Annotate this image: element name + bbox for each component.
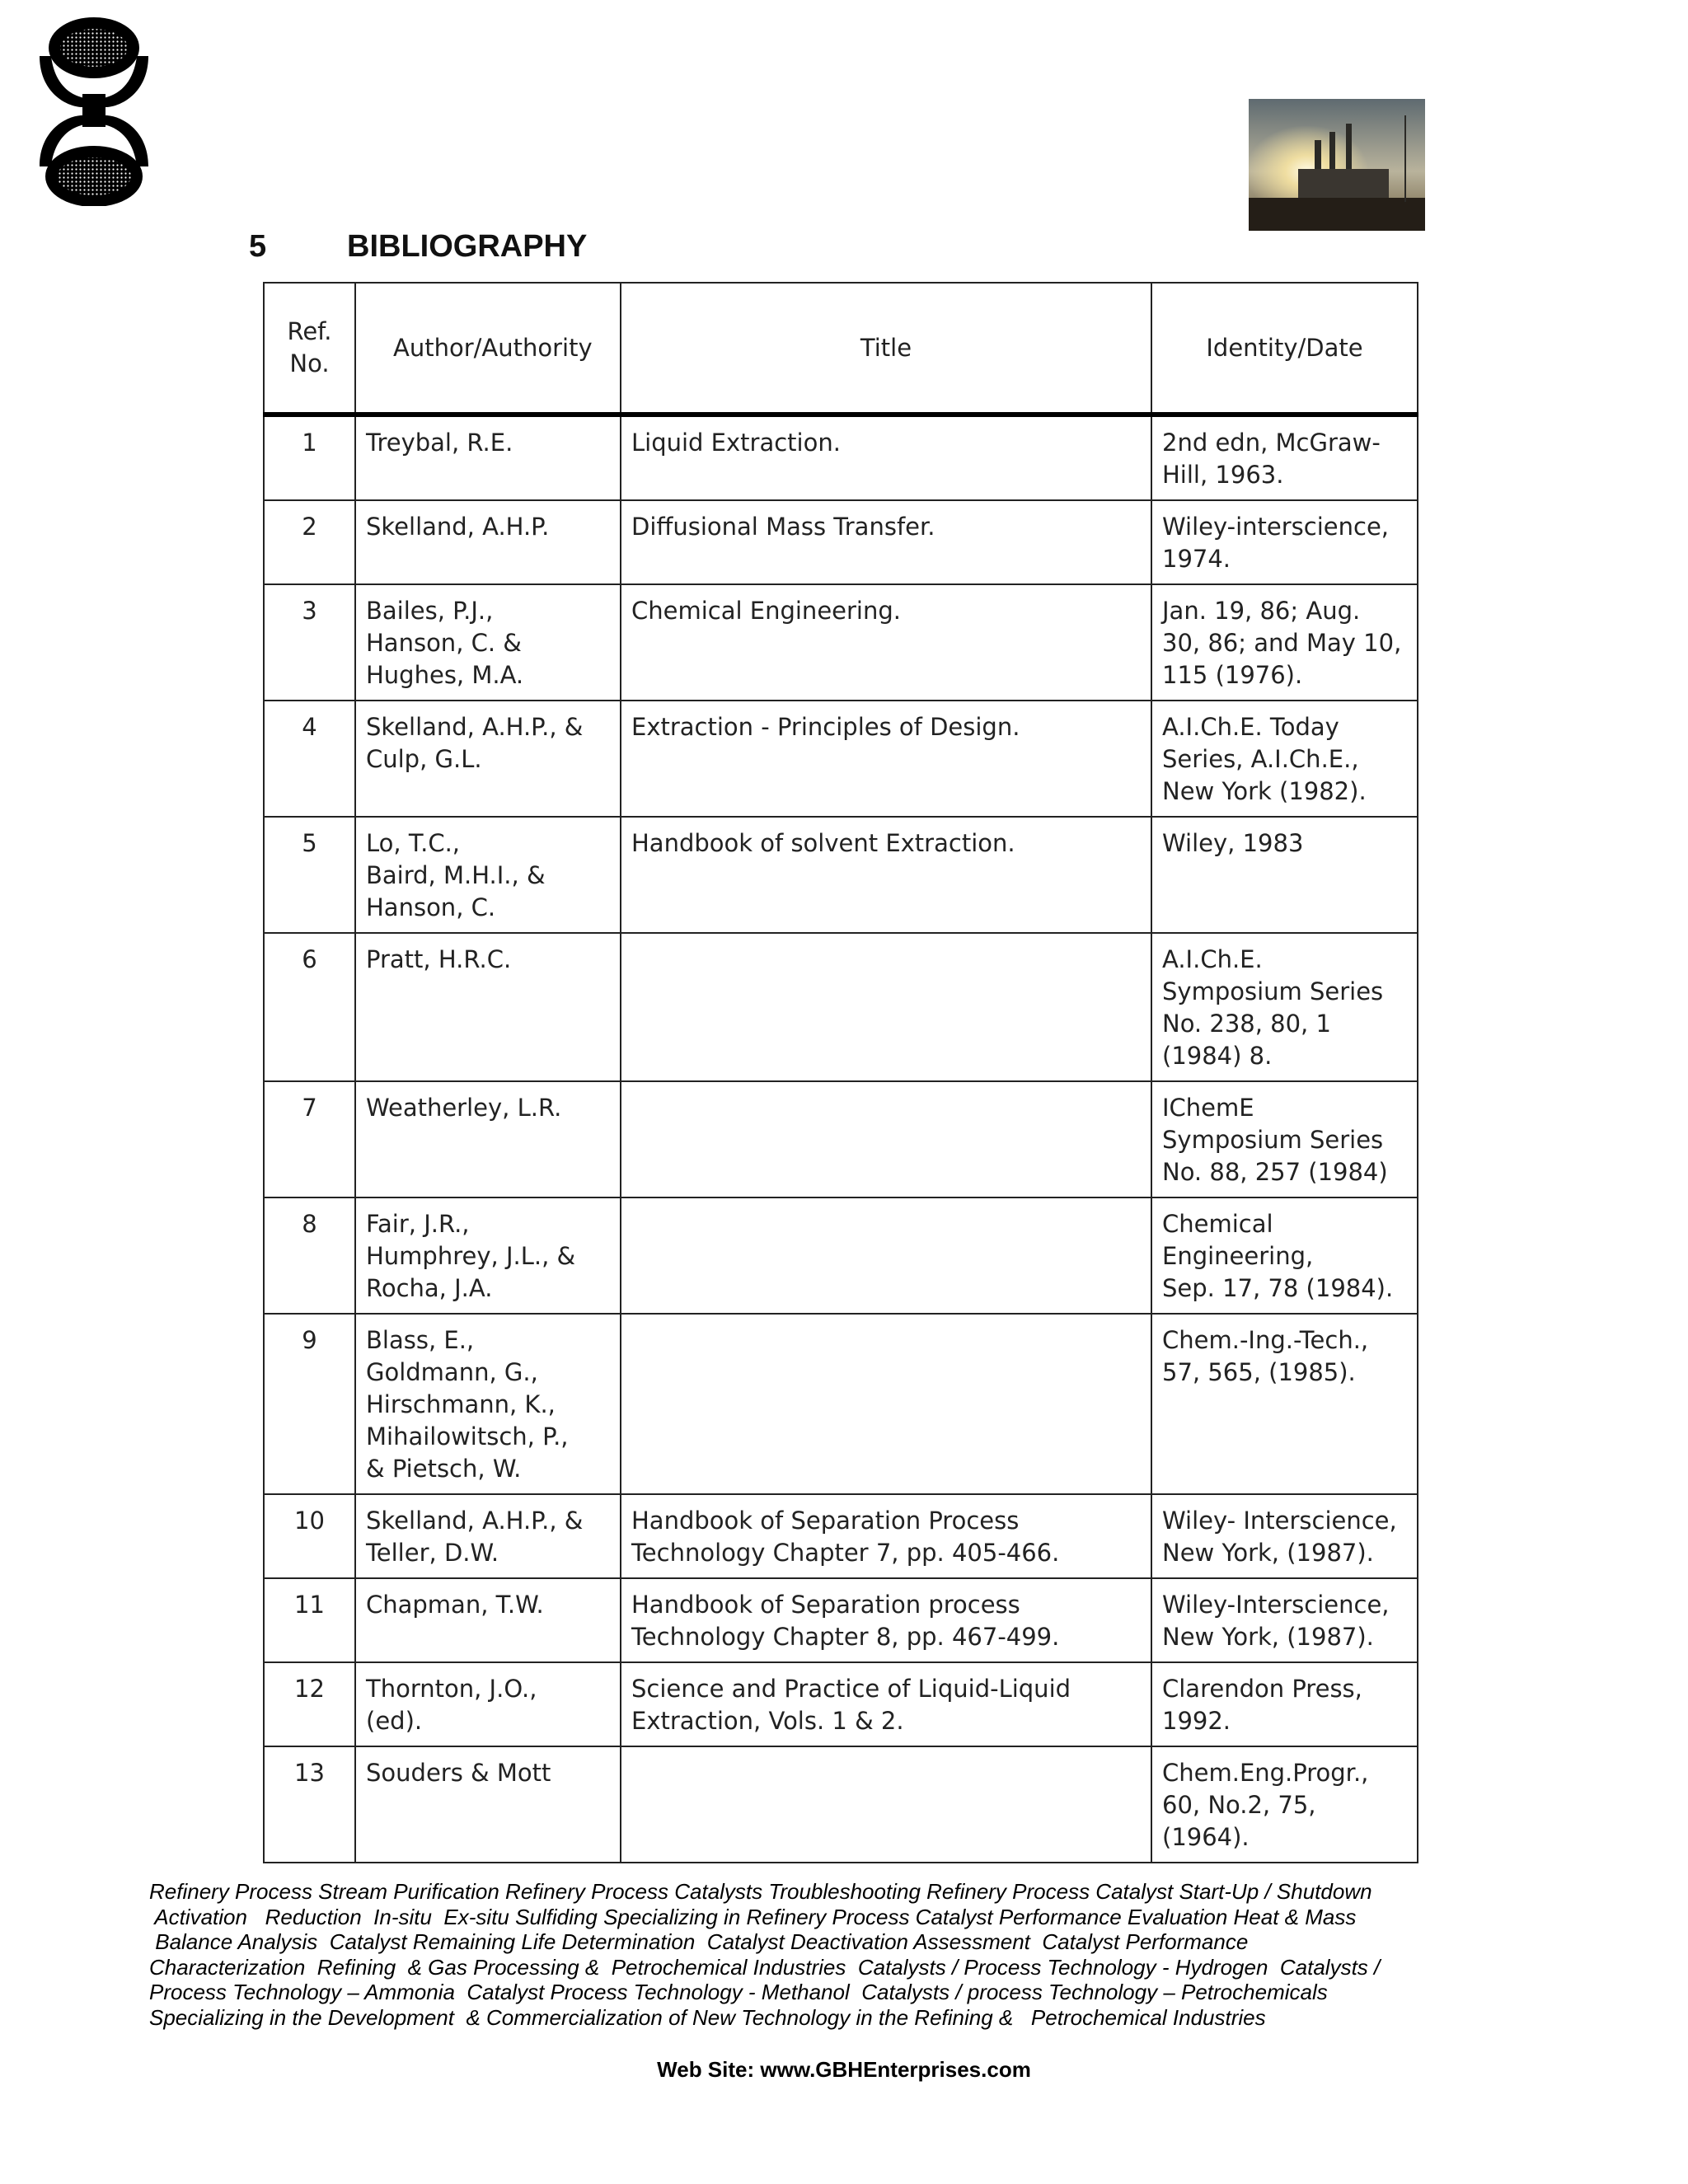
identity-date-cell [1151, 1746, 1418, 1863]
title-line: Handbook of solvent Extraction. [631, 829, 1015, 857]
ref-number-cell: 8 [264, 1197, 355, 1314]
author-line: Skelland, A.H.P., & [366, 713, 584, 741]
identity-date-line: Chemical [1162, 1210, 1273, 1238]
identity-date-cell [1151, 1578, 1418, 1662]
author-cell [355, 1662, 621, 1746]
identity-date-cell [1151, 1494, 1418, 1578]
ref-number-cell: 7 [264, 1081, 355, 1197]
identity-date-line: 1974. [1162, 545, 1231, 573]
table-row [264, 1746, 1418, 1863]
author-line: Teller, D.W. [366, 1539, 499, 1567]
identity-date-line: Wiley-interscience, [1162, 513, 1390, 541]
identity-date-line: Sep. 17, 78 (1984). [1162, 1274, 1394, 1302]
company-logo [33, 15, 157, 206]
author-cell [355, 1494, 621, 1578]
table-row [264, 1494, 1418, 1578]
bibliography-table [263, 282, 1418, 1863]
refinery-photo [1249, 99, 1425, 231]
header-identity-date: Identity/Date [1151, 283, 1418, 415]
author-line: Skelland, A.H.P. [366, 513, 550, 541]
section-heading [249, 229, 587, 265]
ref-number-cell: 10 [264, 1494, 355, 1578]
author-line: Goldmann, G., [366, 1358, 538, 1386]
table-row [264, 701, 1418, 817]
identity-date-line: IChemE [1162, 1094, 1254, 1122]
title-cell [621, 1662, 1151, 1746]
ref-number-cell: 11 [264, 1578, 355, 1662]
section-number: 5 [249, 229, 267, 264]
ref-number-cell: 6 [264, 933, 355, 1081]
author-line: Souders & Mott [366, 1759, 551, 1787]
identity-date-line: (1984) 8. [1162, 1042, 1273, 1070]
title-cell [621, 1081, 1151, 1197]
author-line: Skelland, A.H.P., & [366, 1507, 584, 1535]
author-line: Bailes, P.J., [366, 597, 494, 625]
header-ref-no-label: Ref. No. [287, 317, 332, 377]
title-cell [621, 500, 1151, 584]
title-cell [621, 1494, 1151, 1578]
author-cell [355, 1746, 621, 1863]
title-line: Handbook of Separation process [631, 1591, 1020, 1619]
title-line: Extraction - Principles of Design. [631, 713, 1020, 741]
identity-date-cell [1151, 1314, 1418, 1494]
author-line: Culp, G.L. [366, 745, 482, 773]
identity-date-line: Wiley-Interscience, [1162, 1591, 1390, 1619]
author-line: Blass, E., [366, 1326, 475, 1354]
title-line: Technology Chapter 8, pp. 467-499. [631, 1623, 1060, 1651]
author-line: Hirschmann, K., [366, 1390, 556, 1418]
ref-number-cell: 4 [264, 701, 355, 817]
author-line: Baird, M.H.I., & [366, 861, 546, 889]
author-cell [355, 933, 621, 1081]
title-cell [621, 1746, 1151, 1863]
title-cell [621, 415, 1151, 500]
section-title: BIBLIOGRAPHY [347, 229, 588, 264]
table-header-row [264, 283, 1418, 415]
identity-date-line: No. 238, 80, 1 [1162, 1010, 1331, 1038]
table-row [264, 1314, 1418, 1494]
title-line: Handbook of Separation Process [631, 1507, 1020, 1535]
table-row [264, 1081, 1418, 1197]
author-line: Mihailowitsch, P., [366, 1422, 569, 1451]
ref-number-cell: 2 [264, 500, 355, 584]
author-line: Chapman, T.W. [366, 1591, 544, 1619]
author-line: Rocha, J.A. [366, 1274, 493, 1302]
author-line: Treybal, R.E. [366, 429, 513, 457]
header-title: Title [621, 283, 1151, 415]
author-line: Fair, J.R., [366, 1210, 470, 1238]
footer-website: Web Site: www.GBHEnterprises.com [657, 2057, 1031, 2082]
header-ref-no [264, 283, 355, 415]
author-line: Thornton, J.O., [366, 1675, 537, 1703]
author-line: Humphrey, J.L., & [366, 1242, 576, 1270]
identity-date-cell [1151, 584, 1418, 701]
title-line: Science and Practice of Liquid-Liquid [631, 1675, 1071, 1703]
author-line: Pratt, H.R.C. [366, 945, 512, 973]
author-line: Hanson, C. & [366, 629, 522, 657]
identity-date-line: Jan. 19, 86; Aug. [1162, 597, 1361, 625]
identity-date-line: 2nd edn, McGraw- [1162, 429, 1381, 457]
table-row [264, 933, 1418, 1081]
identity-date-line: 30, 86; and May 10, [1162, 629, 1402, 657]
title-line: Diffusional Mass Transfer. [631, 513, 935, 541]
author-cell [355, 1081, 621, 1197]
title-line: Extraction, Vols. 1 & 2. [631, 1707, 904, 1735]
header-author: Author/Authority [355, 283, 621, 415]
identity-date-cell [1151, 415, 1418, 500]
table-row [264, 1197, 1418, 1314]
author-cell [355, 1578, 621, 1662]
identity-date-cell [1151, 500, 1418, 584]
identity-date-cell [1151, 933, 1418, 1081]
table-row [264, 584, 1418, 701]
identity-date-cell [1151, 1662, 1418, 1746]
author-cell [355, 500, 621, 584]
footer-services-text: Refinery Process Stream Purification Refinery Process Catalysts Troubleshooting Refinery Process Catalyst Start-Up / Shutdown Activation Reduction In-situ Ex-situ Sulfiding Specializing in Refinery Process Catalyst Performance Evaluation Heat & Mass Balance Analysis Catalyst Remaining Life Determination Catalyst Deactivation Assessment Catalyst Performance Characterization Refining & Gas Processing & Petrochemical Industries Catalysts / Process Technology - Hydrogen Catalysts / Process Technology – Ammonia Catalyst Process Technology - Methanol Catalysts / process Technology – Petrochemicals Specializing in the Development & Commercialization of New Technology in the Refining & Petrochemical Industries [149, 1879, 1381, 2030]
title-line: Technology Chapter 7, pp. 405-466. [631, 1539, 1060, 1567]
author-line: Weatherley, L.R. [366, 1094, 562, 1122]
identity-date-line: New York, (1987). [1162, 1623, 1374, 1651]
author-cell [355, 701, 621, 817]
ref-number-cell: 13 [264, 1746, 355, 1863]
identity-date-line: New York (1982). [1162, 777, 1367, 805]
identity-date-line: Clarendon Press, [1162, 1675, 1362, 1703]
identity-date-cell [1151, 1197, 1418, 1314]
title-cell [621, 1314, 1151, 1494]
identity-date-line: Wiley, 1983 [1162, 829, 1304, 857]
identity-date-line: 60, No.2, 75, [1162, 1791, 1316, 1819]
title-cell [621, 701, 1151, 817]
identity-date-line: 57, 565, (1985). [1162, 1358, 1356, 1386]
title-line: Chemical Engineering. [631, 597, 901, 625]
ref-number-cell: 5 [264, 817, 355, 933]
author-cell [355, 584, 621, 701]
ref-number-cell: 1 [264, 415, 355, 500]
ref-number-cell: 12 [264, 1662, 355, 1746]
identity-date-line: A.I.Ch.E. [1162, 945, 1263, 973]
identity-date-line: Engineering, [1162, 1242, 1314, 1270]
author-line: Hughes, M.A. [366, 661, 524, 689]
author-line: Lo, T.C., [366, 829, 461, 857]
ref-number-cell: 9 [264, 1314, 355, 1494]
identity-date-line: Chem.Eng.Progr., [1162, 1759, 1369, 1787]
title-cell [621, 817, 1151, 933]
author-line: Hanson, C. [366, 893, 496, 921]
identity-date-line: Hill, 1963. [1162, 461, 1284, 489]
title-cell [621, 1197, 1151, 1314]
author-cell [355, 1314, 621, 1494]
author-cell [355, 817, 621, 933]
table-row [264, 817, 1418, 933]
identity-date-line: (1964). [1162, 1823, 1250, 1851]
author-line: (ed). [366, 1707, 423, 1735]
identity-date-cell [1151, 817, 1418, 933]
title-cell [621, 584, 1151, 701]
identity-date-line: 115 (1976). [1162, 661, 1303, 689]
identity-date-line: Chem.-Ing.-Tech., [1162, 1326, 1369, 1354]
title-cell [621, 933, 1151, 1081]
identity-date-line: 1992. [1162, 1707, 1231, 1735]
table-row [264, 415, 1418, 500]
identity-date-cell [1151, 1081, 1418, 1197]
identity-date-cell [1151, 701, 1418, 817]
ref-number-cell: 3 [264, 584, 355, 701]
identity-date-line: Symposium Series [1162, 1126, 1384, 1154]
identity-date-line: No. 88, 257 (1984) [1162, 1158, 1388, 1186]
title-line: Liquid Extraction. [631, 429, 841, 457]
identity-date-line: Series, A.I.Ch.E., [1162, 745, 1359, 773]
title-cell [621, 1578, 1151, 1662]
table-body [264, 415, 1418, 1863]
table-row [264, 500, 1418, 584]
identity-date-line: New York, (1987). [1162, 1539, 1374, 1567]
identity-date-line: Symposium Series [1162, 977, 1384, 1005]
identity-date-line: Wiley- Interscience, [1162, 1507, 1397, 1535]
author-line: & Pietsch, W. [366, 1455, 522, 1483]
author-cell [355, 415, 621, 500]
author-cell [355, 1197, 621, 1314]
table-row [264, 1662, 1418, 1746]
table-row [264, 1578, 1418, 1662]
identity-date-line: A.I.Ch.E. Today [1162, 713, 1339, 741]
